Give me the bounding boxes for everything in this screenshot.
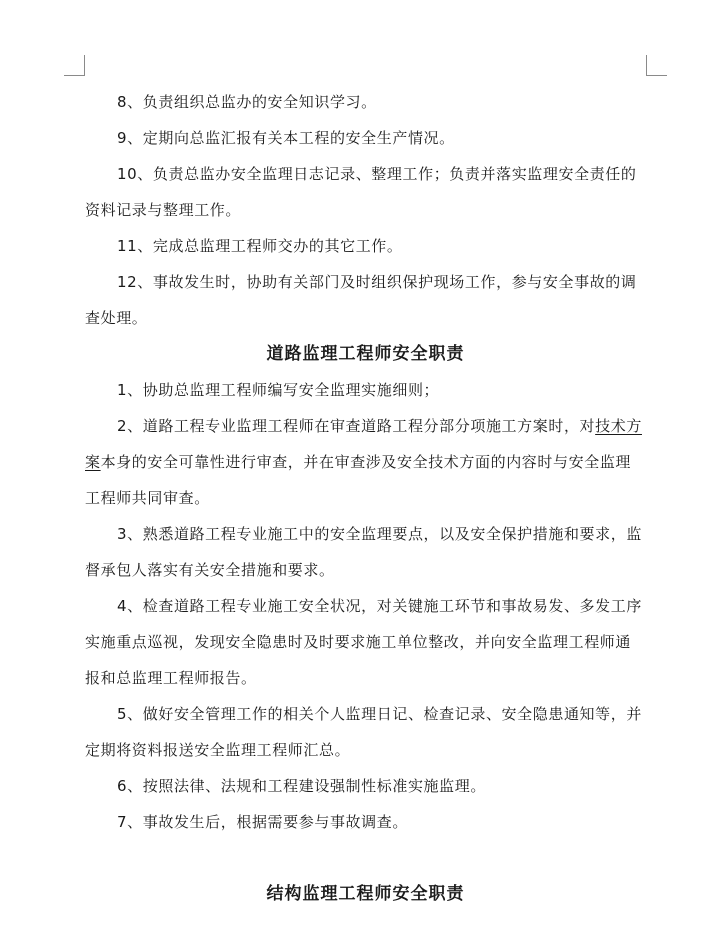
road-duty-item: 6、按照法律、法规和工程建设强制性标准实施监理。 xyxy=(117,777,486,795)
road-duty-item: 7、事故发生后，根据需要参与事故调查。 xyxy=(117,813,408,831)
duty-item: 10、负责总监办安全监理日志记录、整理工作；负责并落实监理安全责任的资料记录与整理工作。 xyxy=(85,165,637,219)
document-body xyxy=(85,84,646,912)
duty-item: 11、完成总监理工程师交办的其它工作。 xyxy=(117,237,403,255)
underlined-term: 技术方案 xyxy=(85,417,642,471)
section-heading-road: 道路监理工程师安全职责 xyxy=(266,344,465,364)
road-duty-item: 4、检查道路工程专业施工安全状况，对关键施工环节和事故易发、多发工序实施重点巡视，发现安全隐患时及时要求施工单位整改，并向安全监理工程师通报和总监理工程师报告。 xyxy=(85,597,642,687)
duty-item: 8、负责组织总监办的安全知识学习。 xyxy=(117,93,377,111)
margin-corner-mark-right xyxy=(646,55,667,76)
road-duty-item: 1、协助总监理工程师编写安全监理实施细则； xyxy=(117,381,440,399)
margin-corner-mark-left xyxy=(64,55,85,76)
duty-item: 9、定期向总监汇报有关本工程的安全生产情况。 xyxy=(117,129,455,147)
road-duty-text: 2、道路工程专业监理工程师在审查道路工程分部分项施工方案时，对 xyxy=(117,417,596,435)
road-duty-text: 本身的安全可靠性进行审查，并在审查涉及安全技术方面的内容时与安全监理工程师共同审查。 xyxy=(85,453,632,507)
road-duty-item: 3、熟悉道路工程专业施工中的安全监理要点，以及安全保护措施和要求，监督承包人落实有关安全措施和要求。 xyxy=(85,525,642,579)
road-duty-item: 5、做好安全管理工作的相关个人监理日记、检查记录、安全隐患通知等，并定期将资料报送安全监理工程师汇总。 xyxy=(85,705,642,759)
duty-item: 12、事故发生时，协助有关部门及时组织保护现场工作，参与安全事故的调查处理。 xyxy=(85,273,637,327)
section-heading-structure: 结构监理工程师安全职责 xyxy=(266,884,465,904)
road-duty-item xyxy=(85,408,646,516)
